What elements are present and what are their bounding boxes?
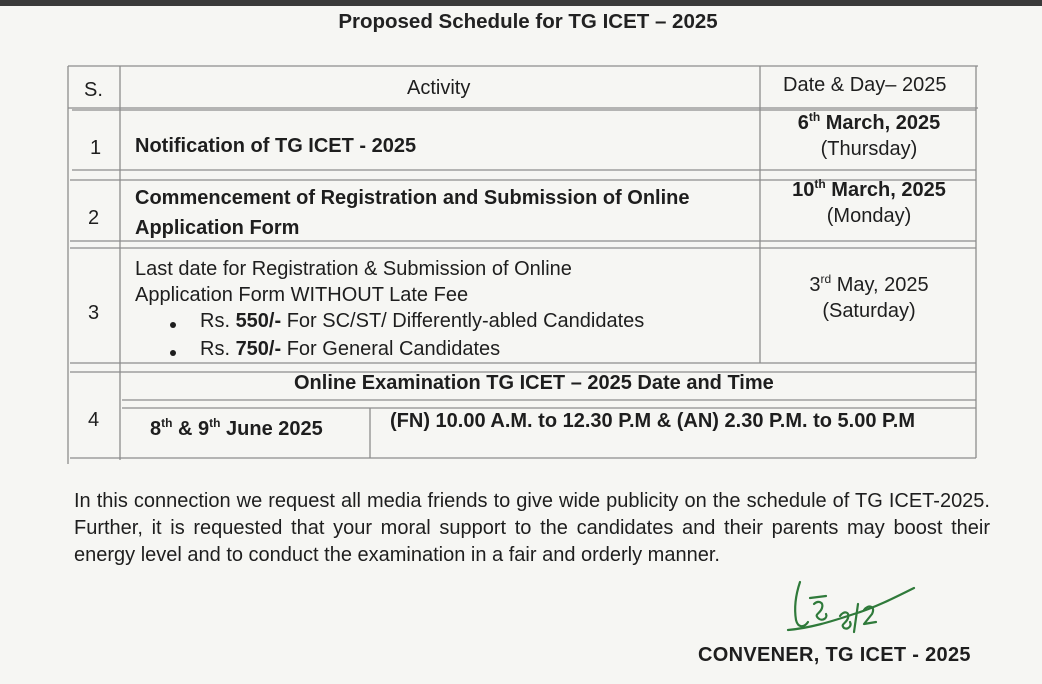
row-1-weekday: (Thursday): [820, 138, 918, 160]
fee-item-general: Rs. 750/- For General Candidates: [200, 338, 501, 360]
document-title: Proposed Schedule for TG ICET – 2025: [338, 10, 718, 33]
row-2-date: 10th March, 2025: [792, 177, 946, 201]
row-2-weekday: (Monday): [826, 205, 912, 227]
row-4-heading: Online Examination TG ICET – 2025 Date and Time: [294, 372, 774, 394]
signature-icon: [770, 570, 930, 642]
convener-signoff: CONVENER, TG ICET - 2025: [698, 644, 971, 666]
row-4-exam-date: 8th & 9th June 2025: [150, 416, 323, 440]
row-3-weekday: (Saturday): [822, 300, 916, 322]
header-sno: S.: [84, 79, 103, 101]
bullet-icon: [170, 322, 176, 328]
header-date: Date & Day– 2025: [783, 74, 947, 96]
row-1-date: 6th March, 2025: [797, 110, 941, 134]
row-2-activity-line2: Application Form: [135, 217, 300, 239]
row-2-sno: 2: [88, 207, 100, 229]
row-3-activity-line1: Last date for Registration & Submission of Online: [135, 258, 572, 280]
row-3-activity-line2: Application Form WITHOUT Late Fee: [135, 284, 469, 306]
header-activity: Activity: [407, 77, 471, 99]
bullet-icon: [170, 350, 176, 356]
row-4-exam-time: (FN) 10.00 A.M. to 12.30 P.M & (AN) 2.30 P.M. to 5.00 P.M: [390, 410, 915, 432]
row-3-sno: 3: [88, 302, 100, 324]
row-4-sno: 4: [88, 409, 100, 431]
publicity-paragraph: In this connection we request all media friends to give wide publicity on the schedule of TG ICET-2025. Further, it is requested that your moral support to the candidates and their parents may boost their energy level and to conduct the examination in a fair and orderly manner.: [74, 490, 990, 566]
row-3-date: 3rd May, 2025: [809, 272, 929, 296]
row-1-activity: Notification of TG ICET - 2025: [135, 135, 417, 157]
fee-item-sc-st: Rs. 550/- For SC/ST/ Differently-abled Candidates: [200, 310, 645, 332]
row-1-sno: 1: [90, 137, 102, 159]
top-edge-bar: [0, 0, 1042, 6]
row-2-activity-line1: Commencement of Registration and Submission of Online: [135, 187, 690, 209]
